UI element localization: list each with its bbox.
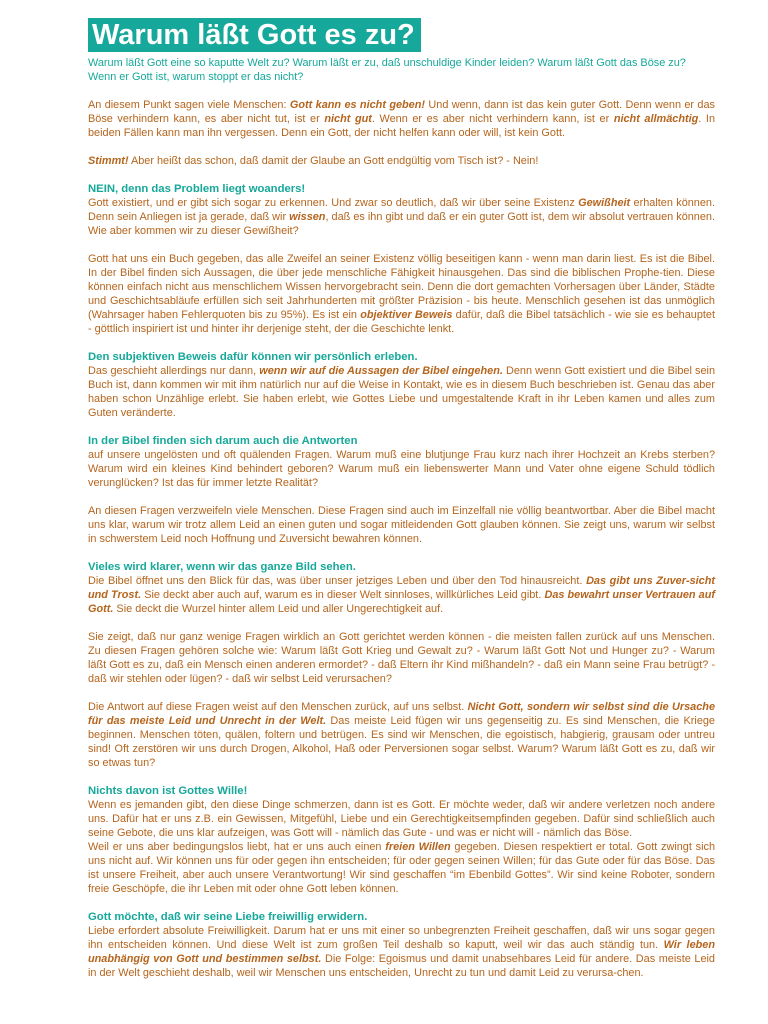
- paragraph-gott-existiert: [88, 196, 715, 238]
- emphasis-text: Das gibt uns Zuver-sicht und Trost.: [88, 575, 715, 601]
- paragraph-verzweifeln: An diesen Fragen verzweifeln viele Menschen. Diese Fragen sind auch im Einzelfall nie völlig beantwortbar. Aber die Bibel macht uns klar, warum wir trotz allem Leid an einen guten und sogar mitleidenden Gott glauben können. Sie zeigt uns, warum wir selbst in schwerstem Leid noch Hoffnung und Zuversicht bewahren können.: [88, 505, 715, 545]
- paragraph-bibel-prophetien: [88, 252, 715, 336]
- emphasis-text: Das bewahrt unser Vertrauen auf Gott.: [88, 589, 715, 615]
- paragraph-fragen-an-gott: Sie zeigt, daß nur ganz wenige Fragen wirklich an Gott gerichtet werden können - die meisten fallen zurück auf uns Menschen. Zu diesen Fragen gehören solche wie: Warum läßt Gott Krieg und Gewalt zu? - Warum läßt Gott Not und Hunger zu? - Warum läßt Gott es zu, daß ein Mensch einen anderen ermordet? - daß Eltern ihr Kind mißhandeln? - daß ein Mann seine Frau betrügt? - daß wir stehlen oder lügen? - daß wir selbst Leid verursachen?: [88, 631, 715, 685]
- paragraph-freier-wille: [88, 840, 715, 896]
- emphasis-text: wenn wir auf die Aussagen der Bibel eingehen.: [259, 365, 503, 377]
- paragraph-subjektiver-beweis: [88, 364, 715, 420]
- section-heading-liebe-erwidern: Gott möchte, daß wir seine Liebe freiwillig erwidern.: [88, 911, 368, 923]
- section-heading-nein: NEIN, denn das Problem liegt woanders!: [88, 183, 306, 195]
- text-run: Die Antwort auf diese Fragen weist auf den Menschen zurück, auf uns selbst.: [88, 701, 468, 713]
- text-run: erhalten können. Denn sein Anliegen ist ja gerade, daß wir: [88, 197, 716, 223]
- emphasis-text: Gott kann es nicht geben!: [289, 99, 426, 111]
- section-heading-gottes-wille: Nichts davon ist Gottes Wille!: [88, 785, 248, 797]
- text-run: , daß es ihn gibt und daß er ein guter Gott ist, dem wir absolut vertrauen können. Wie aber kommen wir zu dieser Gewißheit?: [88, 211, 715, 237]
- paragraph-gott-kann-es-nicht-geben: [88, 98, 715, 140]
- text-run: dafür, daß die Bibel tatsächlich - wie sie es behauptet - göttlich inspiriert ist und hinter ihr derjenige steht, der die Geschichte lenkt.: [88, 309, 715, 335]
- text-run: Und wenn, dann ist das kein guter Gott. Denn wenn er das Böse verhindern kann, es aber nicht tut, ist er: [88, 99, 715, 125]
- paragraph-antwort: [88, 700, 715, 770]
- page-title: Warum läßt Gott es zu?: [88, 18, 421, 52]
- emphasis-text: nicht allmächtig: [613, 113, 699, 125]
- text-run: Gott hat uns ein Buch gegeben, das alle Zweifel an seiner Existenz völlig beseitigen kann - wenn man darin liest. Es ist die Bibel. In der Bibel finden sich Aussagen, die über jede menschliche Fähigkeit hinausgehen. Das sind die biblischen Prophe-tien. Diese können einfach nicht aus menschlichem Wissen hervorgebracht sein. Denn die dort gemachten Vorhersagen über Länder, Städte und Geschichtsabläufe erfüllen sich seit Jahrhunderten mit größter Präzision - bis heute. Menschlich gesehen ist das unmöglich (Wahrsager haben Fehlerquoten bis zu 95%). Es ist ein: [88, 253, 715, 321]
- intro-paragraph: Warum läßt Gott eine so kaputte Welt zu? Warum läßt er zu, daß unschuldige Kinder leiden? Warum läßt Gott das Böse zu? Wenn er Gott ist, warum stoppt er das nicht?: [88, 57, 686, 83]
- text-run: Gott existiert, und er gibt sich sogar zu erkennen. Und zwar so deutlich, daß wir über seine Existenz: [88, 197, 579, 209]
- text-run: . Wenn er es aber nicht verhindern kann, ist er: [371, 113, 614, 125]
- text-run: . In beiden Fällen kann man ihn vergessen. Denn ein Gott, der nicht helfen kann oder will, ist kein Gott.: [88, 113, 716, 139]
- text-run: Aber heißt das schon, daß damit der Glaube an Gott endgültig vom Tisch ist? - Nein!: [128, 155, 539, 167]
- paragraph-freiwilligkeit: [88, 924, 715, 980]
- paragraph-blick-oeffnen: [88, 574, 715, 616]
- emphasis-text: Stimmt!: [88, 155, 129, 167]
- text-run: Sie deckt die Wurzel hinter allem Leid und aller Ungerechtigkeit auf.: [113, 603, 444, 615]
- text-run: Die Bibel öffnet uns den Blick für das, was über unser jetziges Leben und über den Tod hinausreicht.: [88, 575, 587, 587]
- emphasis-text: wissen: [289, 211, 326, 223]
- text-run: Das geschieht allerdings nur dann,: [88, 365, 260, 377]
- section-heading-antworten: In der Bibel finden sich darum auch die Antworten: [88, 435, 358, 447]
- paragraph-stimmt: [88, 154, 715, 168]
- document-page: [88, 18, 715, 980]
- section-heading-ganzes-bild: Vieles wird klarer, wenn wir das ganze Bild sehen.: [88, 561, 356, 573]
- text-run: An diesem Punkt sagen viele Menschen:: [88, 99, 290, 111]
- emphasis-text: freien Willen: [385, 841, 451, 853]
- paragraph-gewissen: Wenn es jemanden gibt, den diese Dinge schmerzen, dann ist es Gott. Er möchte weder, daß wir andere verletzen noch andere uns. Dafür hat er uns z.B. ein Gewissen, Mitgefühl, Liebe und ein Gerechtigkeitsempfinden gegeben. Dafür sind schließlich auch seine Gebote, die uns klar aufzeigen, was Gott will - nämlich das Gute - und was er nicht will - nämlich das Böse.: [88, 799, 715, 839]
- paragraph-quaelende-fragen: auf unsere ungelösten und oft quälenden Fragen. Warum muß eine blutjunge Frau kurz nach ihrer Hochzeit an Krebs sterben? Warum wird ein kleines Kind behindert geboren? Warum muß ein liebenswerter Mann und Vater ohne eigene Schuld tödlich verunglücken? Ist das für immer letzte Realität?: [88, 449, 715, 489]
- text-run: Weil er uns aber bedingungslos liebt, hat er uns auch einen: [88, 841, 386, 853]
- text-run: Die Folge: Egoismus und damit unabsehbares Leid für andere. Das meiste Leid in der Welt geschieht deshalb, weil wir Menschen uns entscheiden, Unrecht zu tun und damit Leid zu verursa-chen.: [88, 953, 715, 979]
- emphasis-text: Wir leben unabhängig von Gott und bestimmen selbst.: [88, 939, 715, 965]
- text-run: gegeben. Diesen respektiert er total. Gott zwingt sich uns nicht auf. Wir können uns für oder gegen ihn entscheiden; für oder gegen seinen Willen; für das Gute oder für das Böse. Das ist unsere Freiheit, aber auch unsere Verantwortung! Wir sind geschaffen “im Ebenbild Gottes”. Wir sind keine Roboter, sondern freie Geschöpfe, die ihr Leben mit oder ohne Gott leben können.: [88, 841, 716, 895]
- text-run: Denn wenn Gott existiert und die Bibel sein Buch ist, dann kommen wir mit ihm natürlich nur auf die Weise in Kontakt, wie es in diesem Buch beschrieben ist. Genau das aber haben schon Unzählige erlebt. Sie haben erlebt, wie Gottes Liebe und umgestaltende Kraft in ihr Leben kamen und alles zum Guten veränderte.: [88, 365, 715, 419]
- emphasis-text: Nicht Gott, sondern wir selbst sind die Ursache für das meiste Leid und Unrecht in der Welt.: [88, 701, 715, 727]
- text-run: Das meiste Leid fügen wir uns gegenseitig zu. Es sind Menschen, die Kriege beginnen. Menschen töten, quälen, foltern und betrügen. Es sind wir Menschen, die egoistisch, habgierig, grausam oder untreu sind! Oft zerstören wir uns durch Drogen, Alkohol, Haß oder Perversionen sogar selbst. Warum? Warum läßt Gott es zu, daß wir so etwas tun?: [88, 715, 715, 769]
- emphasis-text: objektiver Beweis: [360, 309, 453, 321]
- emphasis-text: nicht gut: [324, 113, 372, 125]
- text-run: Sie deckt aber auch auf, warum es in dieser Welt sinnloses, willkürliches Leid gibt.: [141, 589, 545, 601]
- text-run: Liebe erfordert absolute Freiwilligkeit. Darum hat er uns mit einer so unbegrenzten Freiheit geschaffen, daß wir uns sogar gegen ihn entscheiden können. Und diese Welt ist zum großen Teil deshalb so kaputt, weil wir das auch ständig tun.: [88, 925, 715, 951]
- emphasis-text: Gewißheit: [578, 197, 631, 209]
- section-heading-subjektiver-beweis: Den subjektiven Beweis dafür können wir persönlich erleben.: [88, 351, 418, 363]
